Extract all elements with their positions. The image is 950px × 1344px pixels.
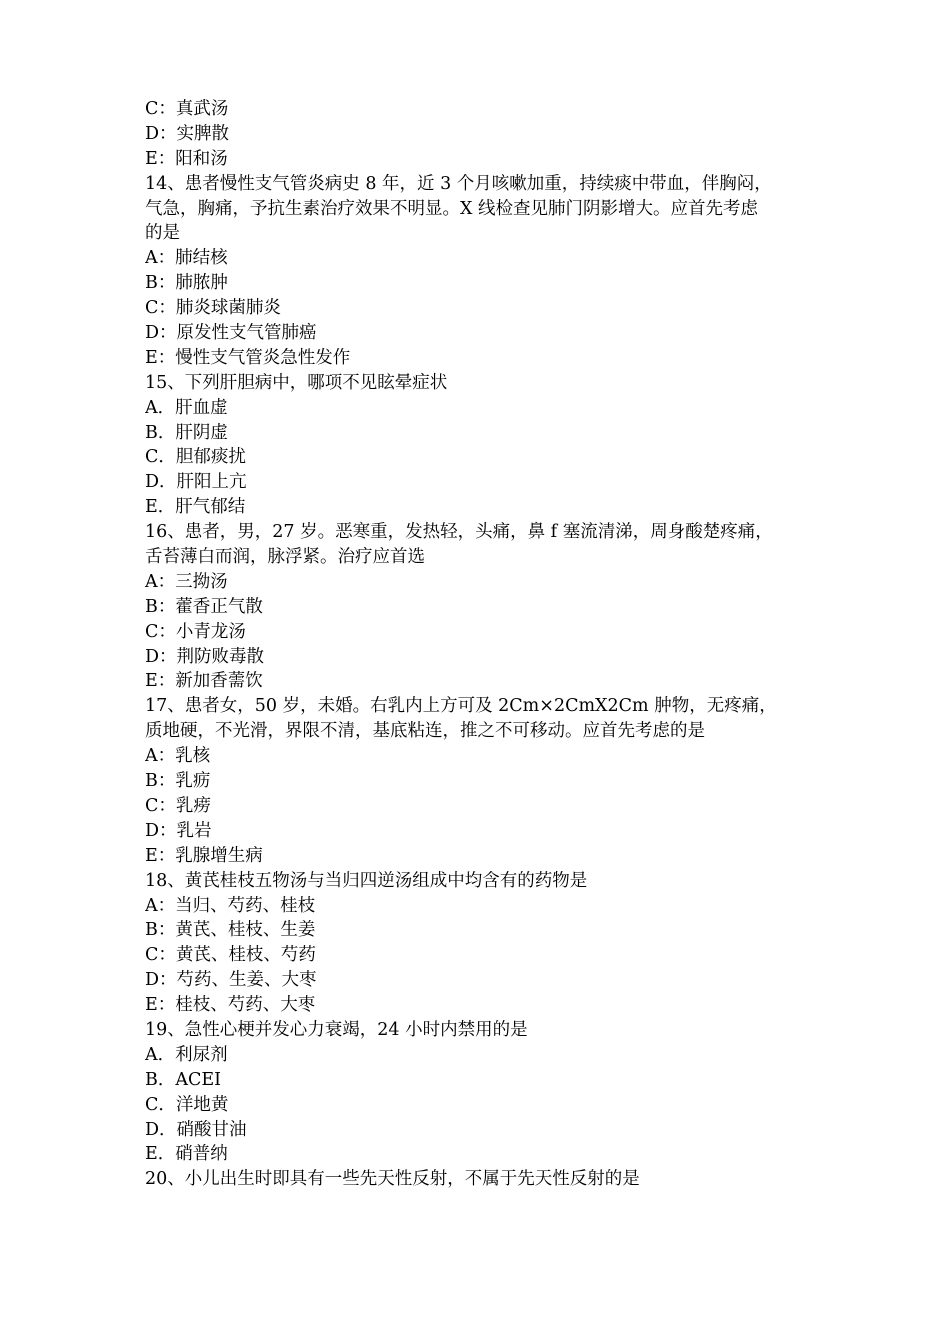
- q16-option-b: B：藿香正气散: [145, 596, 263, 617]
- q16-option-e: E：新加香薷饮: [145, 671, 263, 692]
- question-14-line-1: 14、患者慢性支气管炎病史 8 年，近 3 个月咳嗽加重，持续痰中带血，伴胸闷，: [145, 173, 772, 194]
- question-20-line-1: 20、小儿出生时即具有一些先天性反射，不属于先天性反射的是: [145, 1169, 640, 1190]
- question-14-line-3: 的是: [145, 223, 180, 244]
- question-15-line-1: 15、下列肝胆病中，哪项不见眩晕症状: [145, 372, 448, 393]
- q19-option-e: E．硝普纳: [145, 1144, 228, 1165]
- question-18-line-1: 18、黄芪桂枝五物汤与当归四逆汤组成中均含有的药物是: [145, 870, 588, 891]
- q19-option-d: D．硝酸甘油: [145, 1119, 247, 1140]
- option-d-line: D：实脾散: [145, 123, 230, 144]
- document-page: [145, 97, 825, 1192]
- question-16-line-2: 舌苔薄白而润，脉浮紧。治疗应首选: [145, 547, 425, 568]
- q14-option-c: C：肺炎球菌肺炎: [145, 298, 281, 319]
- q17-option-c: C：乳痨: [145, 795, 211, 816]
- q17-option-a: A：乳核: [145, 746, 211, 767]
- q18-option-e: E：桂枝、芍药、大枣: [145, 995, 316, 1016]
- q19-option-b: B．ACEI: [145, 1069, 222, 1090]
- question-17-line-1: 17、患者女，50 岁，未婚。右乳内上方可及 2Cm×2CmX2Cm 肿物，无疼痛，: [145, 696, 777, 717]
- q16-option-d: D：荆防败毒散: [145, 646, 265, 667]
- q14-option-b: B：肺脓肿: [145, 273, 228, 294]
- q18-option-a: A：当归、芍药、桂枝: [145, 895, 316, 916]
- option-e-line: E：阳和汤: [145, 148, 228, 169]
- option-c-line: C：真武汤: [145, 99, 229, 119]
- q17-option-e: E：乳腺增生病: [145, 845, 263, 866]
- q15-option-b: B．肝阴虚: [145, 422, 228, 443]
- q15-option-a: A．肝血虚: [145, 397, 228, 418]
- q18-option-b: B：黄芪、桂枝、生姜: [145, 920, 316, 941]
- q19-option-c: C．洋地黄: [145, 1094, 229, 1115]
- question-19-line-1: 19、急性心梗并发心力衰竭，24 小时内禁用的是: [145, 1019, 528, 1040]
- q16-option-c: C：小青龙汤: [145, 621, 246, 642]
- q17-option-b: B：乳疬: [145, 771, 211, 792]
- q19-option-a: A．利尿剂: [145, 1044, 228, 1065]
- q15-option-d: D．肝阳上亢: [145, 472, 247, 493]
- q14-option-a: A：肺结核: [145, 248, 228, 269]
- q17-option-d: D：乳岩: [145, 820, 212, 841]
- q18-option-d: D：芍药、生姜、大枣: [145, 970, 317, 991]
- q14-option-d: D：原发性支气管肺癌: [145, 323, 317, 344]
- question-14-line-2: 气急，胸痛，予抗生素治疗效果不明显。X 线检查见肺门阴影增大。应首先考虑: [145, 198, 759, 219]
- question-17-line-2: 质地硬，不光滑，界限不清，基底粘连，推之不可移动。应首先考虑的是: [145, 721, 705, 742]
- q16-option-a: A：三拗汤: [145, 571, 228, 592]
- q14-option-e: E：慢性支气管炎急性发作: [145, 347, 351, 368]
- question-16-line-1: 16、患者，男，27 岁。恶寒重，发热轻，头痛，鼻 f 塞流清涕，周身酸楚疼痛，: [145, 522, 773, 543]
- q15-option-c: C．胆郁痰扰: [145, 447, 246, 468]
- q18-option-c: C：黄芪、桂枝、芍药: [145, 945, 316, 966]
- q15-option-e: E．肝气郁结: [145, 497, 246, 518]
